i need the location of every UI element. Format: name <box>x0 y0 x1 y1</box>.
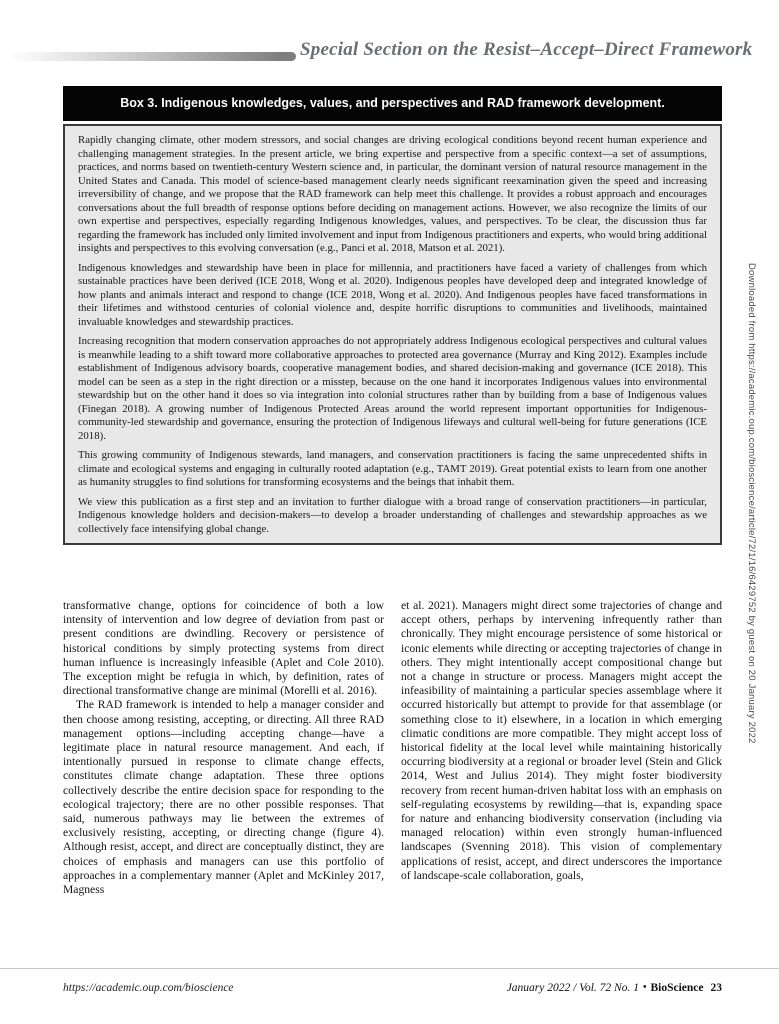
journal-url: https://academic.oup.com/bioscience <box>63 982 234 994</box>
box-paragraph: We view this publication as a first step and an invitation to further dialogue with a broad range of conservation practitioners—in particular, Indigenous knowledge holders and decision-makers—to develop a broader understanding of challenges and stewardship approaches as we collectively face intensifying global change. <box>78 495 707 535</box>
bullet-separator: • <box>642 982 647 993</box>
body-paragraph: et al. 2021). Managers might direct some trajectories of change and accept others, perhaps by intervening infrequently rather than chronically. They might encourage persistence of some historical or iconic elements while directing or accepting trajectories of change in others. They might intentionally accept compositional change but not a change in structure or process. Managers might accept the infeasibility of maintaining a particular species assemblage where it occurred historically but attempt to provide for that assemblage (or something close to it) elsewhere, in a location in which emerging climatic conditions are more compatible. They might accept loss of historical fidelity at the local level while maintaining historically occurring biodiversity at a regional or broader level (Stein and Glick 2014, West and Julius 2014). They might foster biodiversity recovery from recent human-driven habitat loss with an emphasis on self-regulating ecosystems by rewilding—that is, expanding space for nature and enhancing biodiversity conservation (including via managed relocation) within even strongly human-influenced landscapes (Svenning 2018). This vision of complementary applications of resist, accept, and direct underscores the importance of landscape-scale collaboration, goals, <box>401 599 722 882</box>
download-notice: Downloaded from https://academic.oup.com/bioscience/article/72/1/16/6429752 by guest on 20 January 2022 <box>746 263 757 744</box>
journal-name: BioScience <box>650 982 704 994</box>
issue-date: January 2022 / Vol. 72 No. 1 <box>506 982 639 994</box>
box3-panel <box>63 86 722 545</box>
box-paragraph: Indigenous knowledges and stewardship have been in place for millennia, and practitioners have faced a variety of challenges from which sustainable practices have been derived (ICE 2018, Wong et al. 2020). Indigenous peoples have developed deep and integrated knowledge of how plants and animals interact and respond to change (ICE 2018, Wong et al. 2020). And Indigenous peoples have faced transformations in their lifetimes and withstood centuries of colonial violence and, despite horrific disruptions to communities and livelihoods, maintained invaluable knowledges and stewardship practices. <box>78 261 707 328</box>
box3-body <box>63 124 722 545</box>
body-columns <box>63 599 722 965</box>
special-section-title: Special Section on the Resist–Accept–Direct Framework <box>300 39 753 60</box>
footer-rule <box>0 968 779 969</box>
body-paragraph: transformative change, options for coincidence of both a low intensity of intervention and low degree of deviation from past or present conditions are dwindling. Recovery or persistence of historical conditions by simply protecting systems from direct human influence is increasingly infeasible (Aplet and Cole 2010). The exception might be refugia in which, by definition, rates of directional transformative change are minimal (Morelli et al. 2016). <box>63 599 384 698</box>
page-number: 23 <box>710 982 722 994</box>
box-paragraph: Rapidly changing climate, other modern stressors, and social changes are driving ecological conditions beyond recent human experience and challenging management strategies. In the present article, we bring expertise and perspective from a specific context—a set of assumptions, practices, and norms based on twentieth-century Western science and, in particular, the dominant version of natural resource management in the United States and Canada. This model of science-based management clearly needs significant reexamination given the speed and increasing irreversibility of change, and we propose that the RAD framework can help meet this challenge. It provides a robust approach and encourages conversations about the full breadth of response options before deciding on management actions. However, we also recognize the limits of our own expertise and perspectives, especially regarding Indigenous knowledges, values, and perspectives. To be clear, the discussion thus far regarding the framework has included only limited involvement and input from Indigenous practitioners and experts, who would bring additional insights and perspectives to this evolving conversation (e.g., Panci et al. 2018, Matson et al. 2021). <box>78 134 707 254</box>
box-paragraph: Increasing recognition that modern conservation approaches do not appropriately address Indigenous ecological perspectives and cultural values is meanwhile leading to a shift toward more collaborative approaches to protected area governance (Murray and King 2012). Examples include establishment of Indigenous advisory boards, cooperative management bodies, and shared decision-making and governance (ICE 2018). This model can be seen as a step in the right direction or a misstep, because on the one hand it incorporates Indigenous values into environmental stewardship but on the other hand it does so via integration into colonial structures rather than by building from a base of Indigenous values (Finegan 2018). A growing number of Indigenous Protected Areas around the world represent important opportunities for Indigenous-community-led stewardship and governance, ensuring the protection of Indigenous lifeways and cultural well-being for future generations (ICE 2018). <box>78 335 707 442</box>
body-paragraph: The RAD framework is intended to help a manager consider and then choose among resisting, accepting, or directing. All three RAD management options—including accepting change—have a legitimate place in natural resource management. And each, if intentionally pursued in response to climate change effects, constitutes climate change adaptation. These three options collectively describe the entire decision space for responding to the ecological trajectory; there are no other possible responses. That said, numerous pathways may lie between the extremes of exclusively resisting, accepting, or directing change (figure 4). Although resist, accept, and direct are conceptually distinct, they are choices of emphasis and managers can use this portfolio of approaches in a complementary manner (Aplet and McKinley 2017, Magness <box>63 698 384 897</box>
box3-title: Box 3. Indigenous knowledges, values, and perspectives and RAD framework development. <box>63 86 722 121</box>
footer-issue-info <box>507 982 722 994</box>
box-paragraph: This growing community of Indigenous stewards, land managers, and conservation practitioners is facing the same unprecedented shifts in climate and ecological systems and engaging in culturally rooted adaptation (e.g., TAMT 2019). Great potential exists to learn from one another as humanity struggles to find solutions for transforming ecosystems and the beings that inhabit them. <box>78 449 707 488</box>
page-footer <box>63 982 722 994</box>
header-gradient-bar <box>8 52 296 61</box>
left-column <box>63 599 384 965</box>
right-column <box>401 599 722 965</box>
